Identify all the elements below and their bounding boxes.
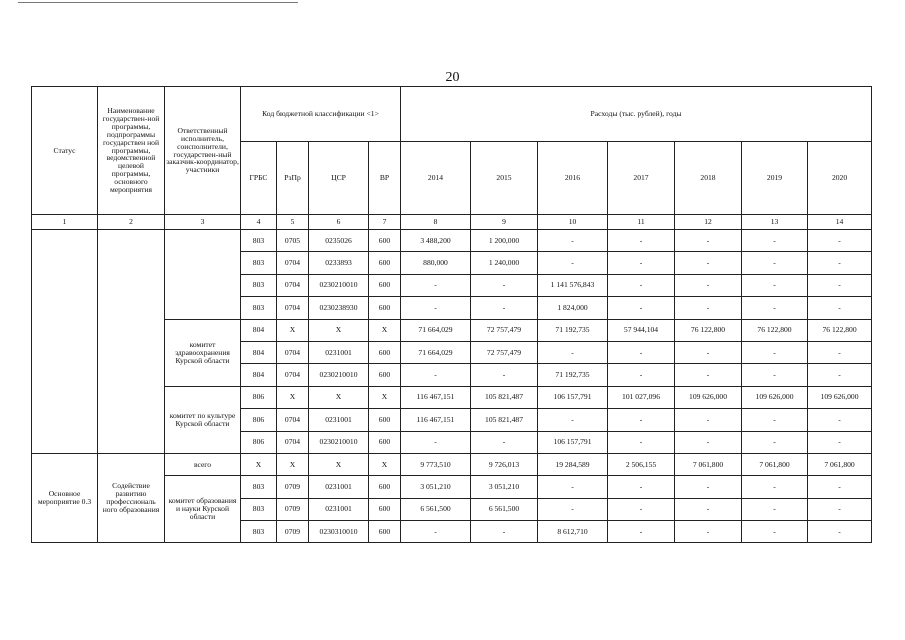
header-grbs: ГРБС [241,142,277,215]
amount-cell: - [608,341,675,363]
amount-cell: - [471,521,538,543]
code-cell: Х [309,386,369,408]
amount-cell: - [471,431,538,453]
code-cell: Х [369,453,401,475]
amount-cell: 106 157,791 [538,431,608,453]
code-cell: 0704 [277,364,309,386]
status-cell-blank [32,230,98,454]
column-number: 9 [471,215,538,230]
amount-cell: - [471,297,538,319]
code-cell: 600 [369,341,401,363]
code-cell: 600 [369,364,401,386]
amount-cell: - [808,364,872,386]
header-rzpr: РзПр [277,142,309,215]
amount-cell: 101 027,096 [608,386,675,408]
code-cell: 0230238930 [309,297,369,319]
code-cell: 0231001 [309,341,369,363]
code-cell: 803 [241,274,277,296]
code-cell: 0709 [277,498,309,520]
amount-cell: - [401,274,471,296]
header-year: 2018 [675,142,742,215]
page-number: 20 [445,70,460,85]
amount-cell: 6 561,500 [471,498,538,520]
code-cell: 0704 [277,341,309,363]
code-cell: 803 [241,521,277,543]
header-status: Статус [32,87,98,215]
amount-cell: - [742,364,808,386]
code-cell: Х [369,319,401,341]
code-cell: Х [277,453,309,475]
amount-cell: - [675,498,742,520]
code-cell: Х [369,386,401,408]
code-cell: 0231001 [309,409,369,431]
column-number: 6 [309,215,369,230]
responsible-culture-committee: комитет по культуре Курской области [165,386,241,453]
column-number: 8 [401,215,471,230]
table-row [32,230,872,252]
amount-cell: - [538,230,608,252]
amount-cell: 8 612,710 [538,521,608,543]
amount-cell: - [742,498,808,520]
code-cell: 0709 [277,521,309,543]
amount-cell: - [608,498,675,520]
amount-cell: - [675,476,742,498]
code-cell: 806 [241,386,277,408]
column-number: 11 [608,215,675,230]
code-cell: 806 [241,431,277,453]
amount-cell: 105 821,487 [471,409,538,431]
header-csr: ЦСР [309,142,369,215]
amount-cell: - [742,476,808,498]
code-cell: 0230310010 [309,521,369,543]
amount-cell: - [808,521,872,543]
amount-cell: - [808,476,872,498]
code-cell: 0705 [277,230,309,252]
code-cell: 600 [369,230,401,252]
amount-cell: - [675,431,742,453]
code-cell: 600 [369,498,401,520]
column-number: 10 [538,215,608,230]
code-cell: 600 [369,476,401,498]
header-year: 2016 [538,142,608,215]
amount-cell: 7 061,800 [808,453,872,475]
code-cell: 0704 [277,431,309,453]
amount-cell: - [675,252,742,274]
amount-cell: - [675,521,742,543]
amount-cell: 1 141 576,843 [538,274,608,296]
amount-cell: - [675,409,742,431]
code-cell: 0704 [277,252,309,274]
amount-cell: - [538,498,608,520]
amount-cell: - [808,297,872,319]
amount-cell: 880,000 [401,252,471,274]
amount-cell: - [538,252,608,274]
amount-cell: - [608,364,675,386]
amount-cell: - [675,230,742,252]
code-cell: 0231001 [309,476,369,498]
amount-cell: - [401,521,471,543]
amount-cell: 71 192,735 [538,319,608,341]
responsible-health-committee: комитет здравоохранения Курской области [165,319,241,386]
amount-cell: 72 757,479 [471,319,538,341]
responsible-cell-blank [165,230,241,320]
amount-cell: - [471,274,538,296]
header-vr: ВР [369,142,401,215]
amount-cell: 3 488,200 [401,230,471,252]
column-number: 13 [742,215,808,230]
column-number: 4 [241,215,277,230]
amount-cell: 1 200,000 [471,230,538,252]
amount-cell: 1 240,000 [471,252,538,274]
amount-cell: 7 061,800 [675,453,742,475]
responsible-education-committee: комитет образования и науки Курской области [165,476,241,543]
responsible-total: всего [165,453,241,475]
amount-cell: - [808,274,872,296]
code-cell: 803 [241,297,277,319]
amount-cell: - [608,230,675,252]
header-program-name: Наименование государствен-ной программы, подпрограммы государствен ной программы, ведомственной целевой программы, основного мероприятия [98,87,165,215]
amount-cell: - [675,341,742,363]
header-responsible: Ответственный исполнитель, соисполнители, государствен-ный заказчик-координатор, участники [165,87,241,215]
amount-cell: - [608,476,675,498]
amount-cell: 7 061,800 [742,453,808,475]
header-year: 2017 [608,142,675,215]
column-number: 1 [32,215,98,230]
amount-cell: - [742,431,808,453]
amount-cell: - [608,274,675,296]
amount-cell: - [538,409,608,431]
amount-cell: - [608,409,675,431]
code-cell: 0231001 [309,498,369,520]
amount-cell: 76 122,800 [808,319,872,341]
amount-cell: 116 467,151 [401,409,471,431]
amount-cell: 109 626,000 [675,386,742,408]
column-number: 5 [277,215,309,230]
code-cell: 0235026 [309,230,369,252]
header-year: 2019 [742,142,808,215]
code-cell: 804 [241,319,277,341]
table-row [32,453,872,475]
amount-cell: 109 626,000 [742,386,808,408]
amount-cell: - [471,364,538,386]
amount-cell: 76 122,800 [675,319,742,341]
amount-cell: - [675,364,742,386]
amount-cell: 71 664,029 [401,341,471,363]
amount-cell: - [742,521,808,543]
amount-cell: 116 467,151 [401,386,471,408]
amount-cell: 109 626,000 [808,386,872,408]
code-cell: 803 [241,498,277,520]
amount-cell: 57 944,104 [608,319,675,341]
code-cell: 0704 [277,409,309,431]
code-cell: 803 [241,252,277,274]
header-budget-code: Код бюджетной классификации <1> [241,87,401,142]
amount-cell: - [742,341,808,363]
amount-cell: - [742,409,808,431]
amount-cell: 106 157,791 [538,386,608,408]
program-cell-blank [98,230,165,454]
amount-cell: 71 664,029 [401,319,471,341]
amount-cell: - [608,431,675,453]
amount-cell: 105 821,487 [471,386,538,408]
column-number: 14 [808,215,872,230]
header-year: 2015 [471,142,538,215]
header-year: 2020 [808,142,872,215]
column-number: 3 [165,215,241,230]
amount-cell: 2 506,155 [608,453,675,475]
measure-name: Содействие развитию профессиональ ного образования [98,453,165,543]
code-cell: 600 [369,274,401,296]
amount-cell: 6 561,500 [401,498,471,520]
amount-cell: - [808,431,872,453]
amount-cell: - [538,341,608,363]
column-number: 2 [98,215,165,230]
column-number: 7 [369,215,401,230]
code-cell: 0704 [277,274,309,296]
amount-cell: - [675,274,742,296]
code-cell: 0704 [277,297,309,319]
code-cell: 806 [241,409,277,431]
amount-cell: - [808,341,872,363]
code-cell: Х [309,453,369,475]
column-number: 12 [675,215,742,230]
header-expenses: Расходы (тыс. рублей), годы [401,87,872,142]
amount-cell: - [608,521,675,543]
measure-status: Основное мероприятие 0.3 [32,453,98,543]
amount-cell: 3 051,210 [471,476,538,498]
amount-cell: - [742,297,808,319]
top-rule [18,2,298,3]
amount-cell: - [742,230,808,252]
amount-cell: 9 773,510 [401,453,471,475]
code-cell: 803 [241,476,277,498]
amount-cell: 9 726,013 [471,453,538,475]
amount-cell: - [608,297,675,319]
amount-cell: 19 284,589 [538,453,608,475]
amount-cell: - [742,274,808,296]
code-cell: Х [241,453,277,475]
amount-cell: 72 757,479 [471,341,538,363]
code-cell: 600 [369,521,401,543]
amount-cell: - [808,409,872,431]
code-cell: 0230210010 [309,274,369,296]
amount-cell: - [401,431,471,453]
budget-table [31,86,872,543]
code-cell: Х [309,319,369,341]
amount-cell: - [742,252,808,274]
code-cell: 600 [369,409,401,431]
amount-cell: - [401,297,471,319]
amount-cell: 76 122,800 [742,319,808,341]
amount-cell: - [808,252,872,274]
code-cell: 0230210010 [309,364,369,386]
amount-cell: - [808,230,872,252]
amount-cell: - [538,476,608,498]
code-cell: 804 [241,364,277,386]
code-cell: 600 [369,297,401,319]
amount-cell: - [401,364,471,386]
code-cell: Х [277,386,309,408]
header-year: 2014 [401,142,471,215]
code-cell: 600 [369,431,401,453]
amount-cell: - [608,252,675,274]
code-cell: 803 [241,230,277,252]
amount-cell: 1 824,000 [538,297,608,319]
code-cell: Х [277,319,309,341]
amount-cell: - [808,498,872,520]
code-cell: 804 [241,341,277,363]
amount-cell: - [675,297,742,319]
code-cell: 0230210010 [309,431,369,453]
amount-cell: 71 192,735 [538,364,608,386]
code-cell: 0709 [277,476,309,498]
amount-cell: 3 051,210 [401,476,471,498]
code-cell: 0233893 [309,252,369,274]
code-cell: 600 [369,252,401,274]
